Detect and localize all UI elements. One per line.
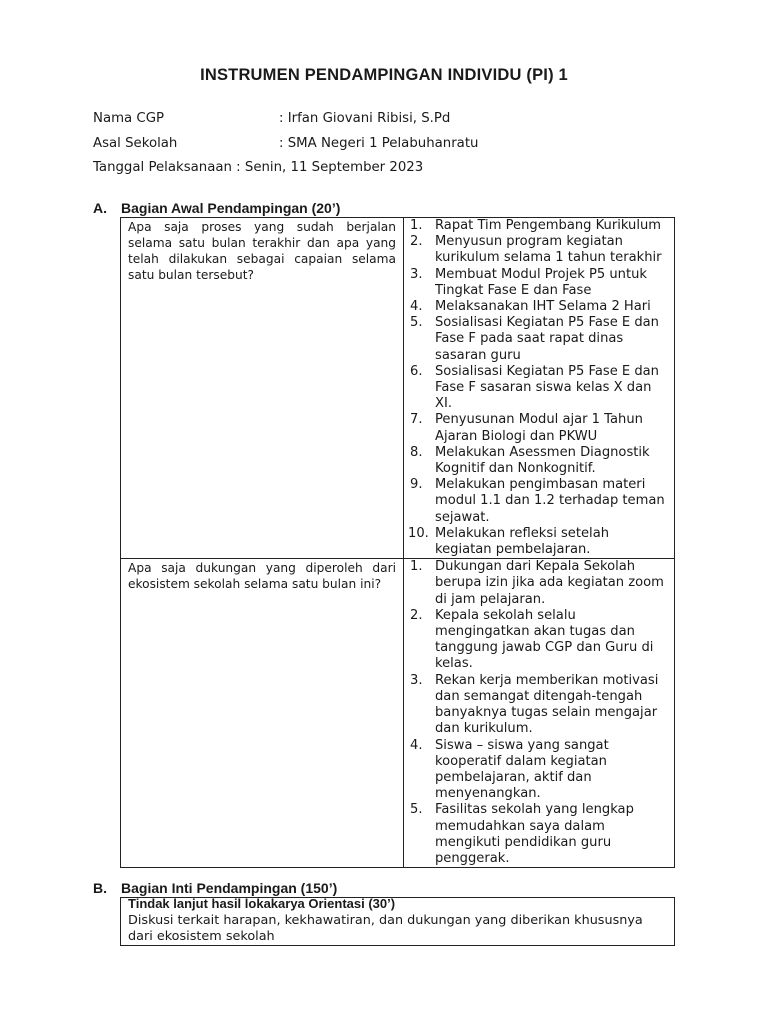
list-item: 4. Melaksanakan IHT Selama 2 Hari [410,299,651,315]
list-item: 3. Rekan kerja memberikan motivasi dan semangat ditengah-tengah banyaknya tugas selain mengajar dan kurikulum. [410,672,659,737]
list-item: 5. Sosialisasi Kegiatan P5 Fase E dan Fase F pada saat rapat dinas sasaran guru [410,315,659,363]
section-b-title: Bagian Inti Pendampingan (150’) [121,880,338,896]
nama-label: Nama CGP [93,111,165,126]
section-b-letter: B. [93,880,107,896]
tanggal-value: : Senin, 11 September 2023 [231,160,424,175]
tanggal-label: Tanggal Pelaksanaan [93,160,232,175]
table-row [121,218,675,559]
answer-list [404,218,668,558]
list-item: 5. Fasilitas sekolah yang lengkap memudahkan saya dalam mengikuti pendidikan guru penggerak. [410,802,634,866]
sekolah-label: Asal Sekolah [93,136,178,151]
answer-list [404,559,668,867]
list-item: 3. Membuat Modul Projek P5 untuk Tingkat Fase E dan Fase [410,266,647,298]
list-item: 1. Dukungan dari Kepala Sekolah berupa izin jika ada kegiatan zoom di jam pelajaran. [410,559,664,607]
question-cell: Apa saja proses yang sudah berjalan selama satu bulan terakhir dan apa yang telah dilakukan sebagai capaian selama satu bulan tersebut? [121,218,404,559]
list-item: 8. Melakukan Asessmen Diagnostik Kognitif dan Nonkognitif. [410,444,650,477]
section-b-description: Diskusi terkait harapan, kekhawatiran, dan dukungan yang diberikan khususnya dari ekosistem sekolah [128,913,643,944]
nama-row [93,111,451,126]
list-item: 6. Sosialisasi Kegiatan P5 Fase E dan Fase F sasaran siswa kelas X dan XI. [410,363,659,412]
question-cell: Apa saja dukungan yang diperoleh dari ekosistem sekolah selama satu bulan ini? [121,559,404,868]
nama-value: : Irfan Giovani Ribisi, S.Pd [279,111,451,126]
list-item: 9. Melakukan pengimbasan materi modul 1.1 dan 1.2 terhadap teman sejawat. [410,477,665,525]
sekolah-value: : SMA Negeri 1 Pelabuhanratu [279,136,479,151]
document-title: INSTRUMEN PENDAMPINGAN INDIVIDU (PI) 1 [200,66,568,84]
section-a-table [120,217,675,868]
answer-cell [404,559,675,868]
list-item: 2. Kepala sekolah selalu mengingatkan akan tugas dan tanggung jawab CGP dan Guru di kelas. [410,607,654,672]
section-b-subheading: Tindak lanjut hasil lokakarya Orientasi (30’) [128,896,396,911]
list-item: 2. Menyusun program kegiatan kurikulum selama 1 tahun terakhir [410,234,662,266]
sekolah-row [93,136,479,151]
table-row [121,559,675,868]
section-a-letter: A. [93,200,107,216]
list-item: 7. Penyusunan Modul ajar 1 Tahun Ajaran Biologi dan PKWU [410,412,643,444]
list-item: 1. Rapat Tim Pengembang Kurikulum [410,218,662,233]
section-a-title: Bagian Awal Pendampingan (20’) [121,200,341,216]
list-item: 4. Siswa – siswa yang sangat kooperatif dalam kegiatan pembelajaran, aktif dan menyenangkan. [410,737,609,802]
answer-cell [404,218,675,559]
tanggal-row [93,160,423,175]
section-b-box [120,897,675,946]
list-item: 10. Melakukan refleksi setelah kegiatan pembelajaran. [408,525,610,558]
